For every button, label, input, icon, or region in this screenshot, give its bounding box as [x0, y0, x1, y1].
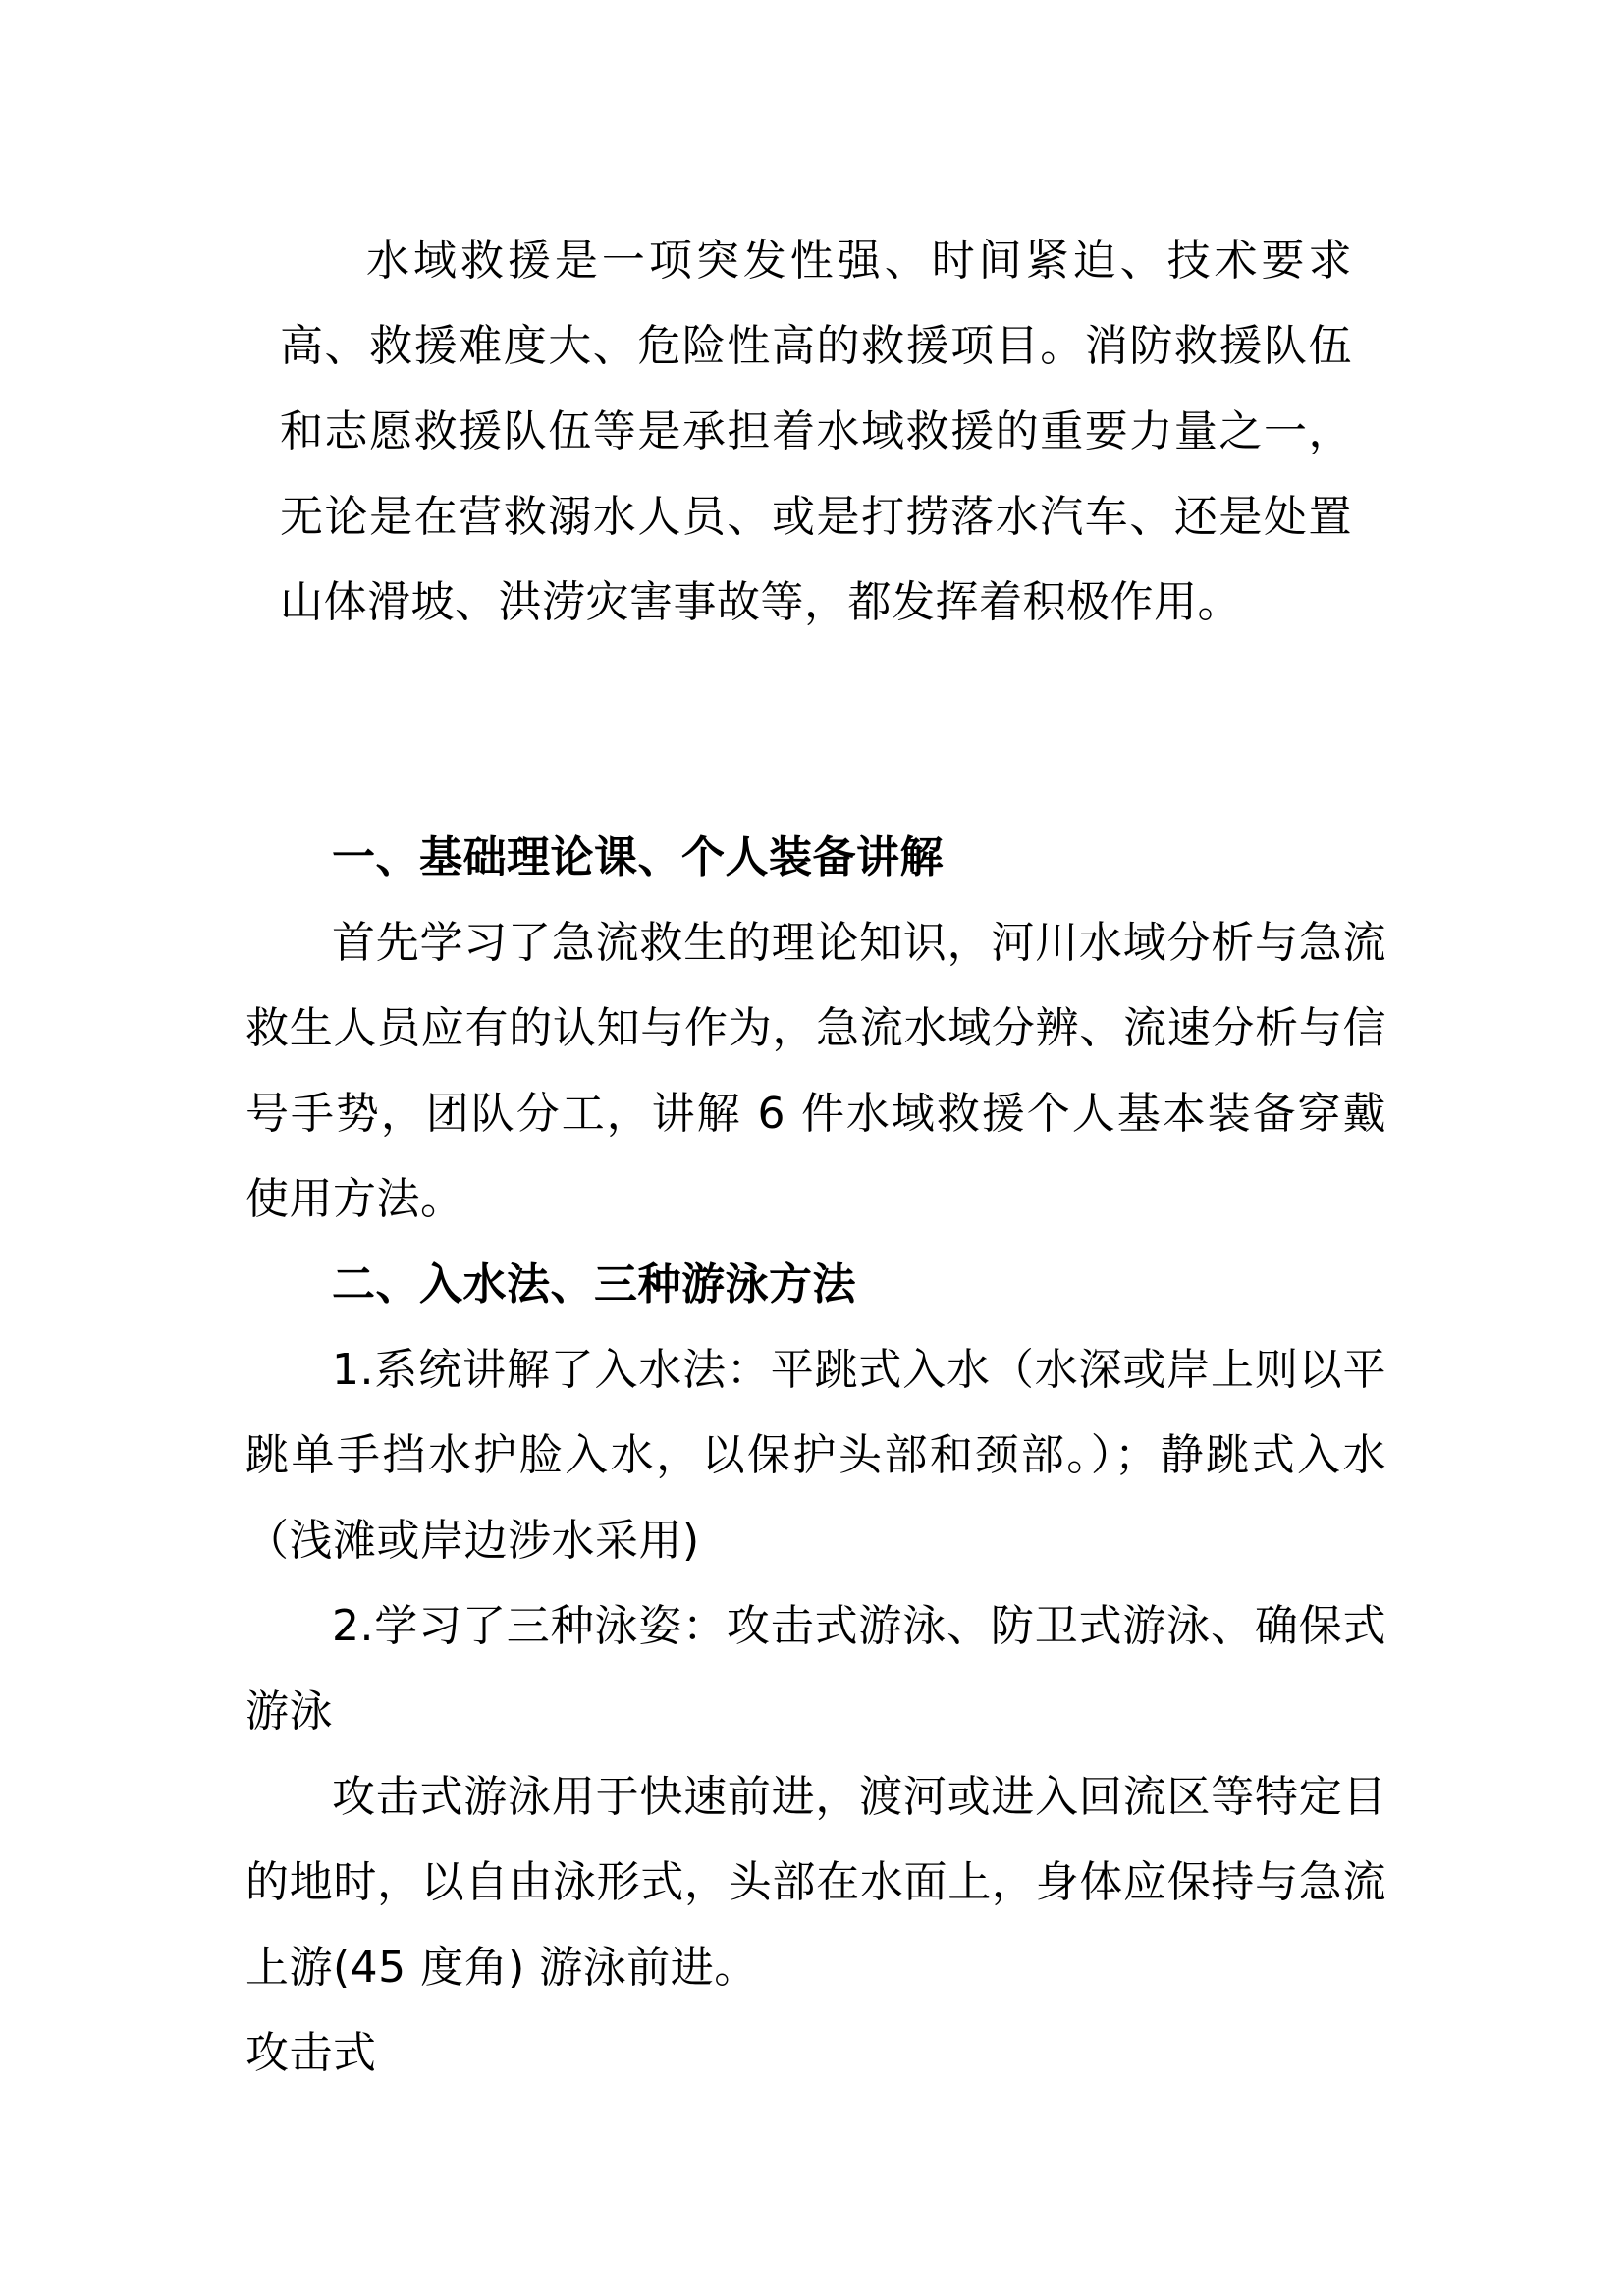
- section-2-paragraph-1: 1.系统讲解了入水法：平跳式入水（水深或岸上则以平跳单手挡水护脸入水，以保护头部和颈部。）；静跳式入水（浅滩或岸边涉水采用): [245, 1345, 1386, 1566]
- intro-block: [280, 218, 1352, 645]
- section-heading-2: 二、入水法、三种游泳方法: [332, 1259, 856, 1309]
- intro-paragraph: 水域救援是一项突发性强、时间紧迫、技术要求高、救援难度大、危险性高的救援项目。消防救援队伍和志愿救援队伍等是承担着水域救援的重要力量之一，无论是在营救溺水人员、或是打捞落水汽车、还是处置山体滑坡、洪涝灾害事故等，都发挥着积极作用。: [280, 236, 1352, 627]
- body-block: [245, 815, 1386, 2096]
- section-2-paragraph-3: 攻击式游泳用于快速前进，渡河或进入回流区等特定目的地时，以自由泳形式，头部在水面上，身体应保持与急流上游(45 度角) 游泳前进。: [245, 1772, 1386, 1993]
- trailing-label: 攻击式: [245, 2028, 377, 2078]
- section-1-paragraph-1: 首先学习了急流救生的理论知识，河川水域分析与急流救生人员应有的认知与作为，急流水域分辨、流速分析与信号手势，团队分工，讲解 6 件水域救援个人基本装备穿戴使用方法。: [245, 918, 1386, 1224]
- section-heading-1: 一、基础理论课、个人装备讲解: [332, 832, 944, 882]
- section-2-paragraph-2: 2.学习了三种泳姿：攻击式游泳、防卫式游泳、确保式游泳: [245, 1601, 1386, 1736]
